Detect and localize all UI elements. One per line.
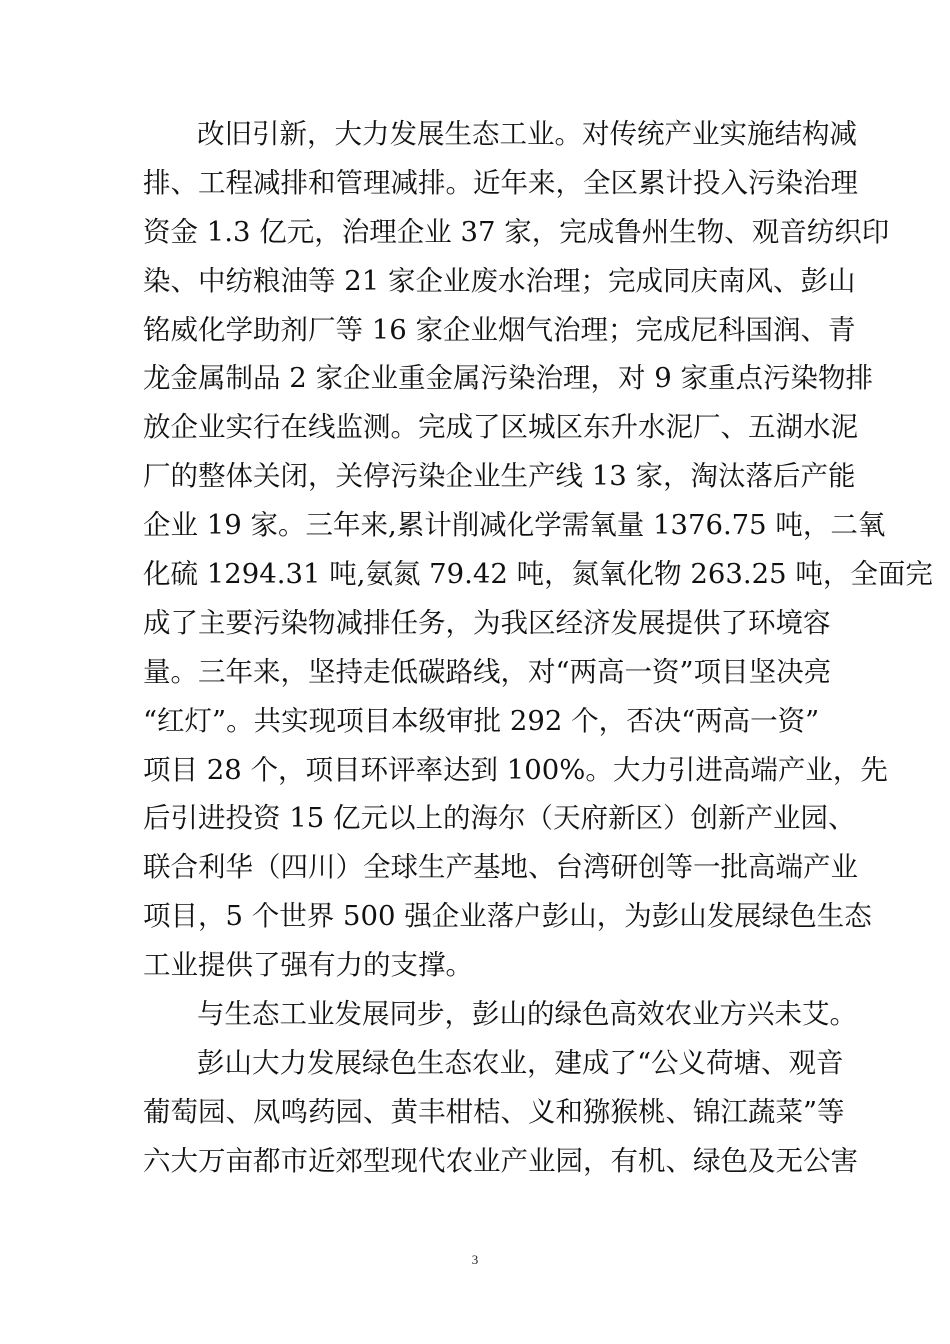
paragraph-line: 厂的整体关闭，关停污染企业生产线 13 家，淘汰落后产能 xyxy=(143,460,856,493)
paragraph-line: 工业提供了强有力的支撑。 xyxy=(143,949,473,982)
paragraph-line: 后引进投资 15 亿元以上的海尔（天府新区）创新产业园、 xyxy=(143,802,856,835)
page-number: 3 xyxy=(471,1252,479,1267)
paragraph-line: 放企业实行在线监测。完成了区城区东升水泥厂、五湖水泥 xyxy=(143,411,858,444)
paragraph-line: 铭威化学助剂厂等 16 家企业烟气治理；完成尼科国润、青 xyxy=(143,313,856,346)
paragraph-line: 化硫 1294.31 吨,氨氮 79.42 吨，氮氧化物 263.25 吨，全面完 xyxy=(143,558,933,591)
paragraph-line: 彭山大力发展绿色生态农业，建成了“公义荷塘、观音 xyxy=(197,1046,844,1079)
paragraph-line: 染、中纺粮油等 21 家企业废水治理；完成同庆南风、彭山 xyxy=(143,264,856,297)
paragraph-line: “红灯”。共实现项目本级审批 292 个，否决“两高一资” xyxy=(143,704,820,737)
paragraph-line: 联合利华（四川）全球生产基地、台湾研创等一批高端产业 xyxy=(143,851,858,884)
paragraph-line: 改旧引新，大力发展生态工业。对传统产业实施结构减 xyxy=(197,118,857,150)
paragraph-line: 成了主要污染物减排任务，为我区经济发展提供了环境容 xyxy=(143,606,831,639)
paragraph-line: 与生态工业发展同步，彭山的绿色高效农业方兴未艾。 xyxy=(197,998,857,1031)
paragraph-line: 量。三年来，坚持走低碳路线，对“两高一资”项目坚决亮 xyxy=(143,655,832,688)
paragraph-line: 葡萄园、凤鸣药园、黄丰柑桔、义和猕猴桃、锦江蔬菜”等 xyxy=(143,1095,845,1128)
paragraph-line: 资金 1.3 亿元，治理企业 37 家，完成鲁州生物、观音纺织印 xyxy=(143,215,890,248)
paragraph-line: 龙金属制品 2 家企业重金属污染治理，对 9 家重点污染物排 xyxy=(143,362,873,395)
body-text xyxy=(143,112,933,1188)
paragraph-line: 排、工程减排和管理减排。近年来，全区累计投入污染治理 xyxy=(143,166,858,199)
paragraph-line: 项目，5 个世界 500 强企业落户彭山，为彭山发展绿色生态 xyxy=(143,900,872,933)
paragraph-line: 六大万亩都市近郊型现代农业产业园，有机、绿色及无公害 xyxy=(143,1144,858,1177)
paragraph-line: 企业 19 家。三年来,累计削减化学需氧量 1376.75 吨，二氧 xyxy=(143,509,886,542)
paragraph-line: 项目 28 个，项目环评率达到 100%。大力引进高端产业，先 xyxy=(143,753,888,786)
